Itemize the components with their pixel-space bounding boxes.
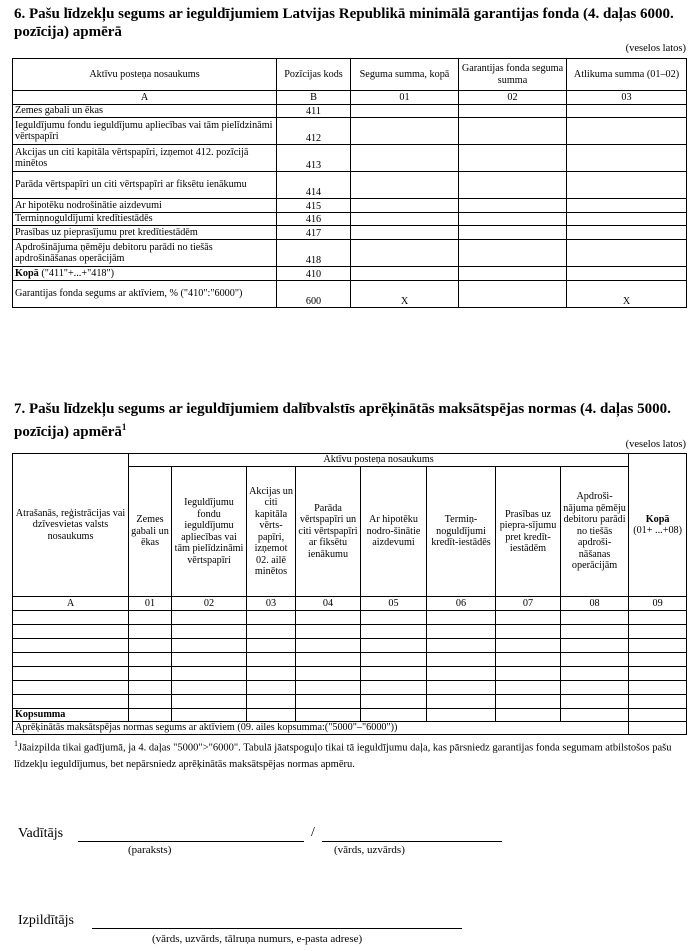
section6-header-row xyxy=(13,59,687,91)
empty-cell[interactable] xyxy=(13,625,129,639)
section7-empty-row xyxy=(13,695,687,709)
row-name-text: Prasības uz pieprasījumu pret kredītiestādēm xyxy=(15,226,198,238)
empty-cell[interactable] xyxy=(629,681,687,695)
country-header: Atrašanās, reģistrācijas vai dzīvesvietas valsts nosaukums xyxy=(13,454,129,597)
row-rest[interactable] xyxy=(567,226,687,240)
kopsumma-label: Kopsumma xyxy=(13,709,129,722)
empty-cell[interactable] xyxy=(427,681,496,695)
header-total: Seguma summa, kopā xyxy=(351,59,459,91)
row-total[interactable] xyxy=(351,118,459,145)
key-code: B xyxy=(277,91,351,105)
executor-line[interactable] xyxy=(92,928,462,929)
row-rest[interactable] xyxy=(567,145,687,172)
empty-cell[interactable] xyxy=(561,611,629,625)
empty-cell[interactable] xyxy=(13,653,129,667)
row-total[interactable] xyxy=(351,226,459,240)
row-code: 417 xyxy=(277,226,351,240)
section6-row xyxy=(13,145,687,172)
row-rest[interactable] xyxy=(567,213,687,226)
empty-cell[interactable] xyxy=(13,611,129,625)
section7-group-row xyxy=(13,454,687,467)
row-fund[interactable] xyxy=(459,199,567,213)
row-total[interactable] xyxy=(351,240,459,267)
column-key: 05 xyxy=(361,597,427,611)
empty-cell[interactable] xyxy=(129,667,172,681)
empty-cell[interactable] xyxy=(296,667,361,681)
column-key: 02 xyxy=(172,597,247,611)
total-col-bold: Kopā xyxy=(645,513,670,525)
empty-cell[interactable] xyxy=(427,625,496,639)
empty-cell[interactable] xyxy=(172,667,247,681)
empty-cell[interactable] xyxy=(129,653,172,667)
group-header: Aktīvu posteņa nosaukums xyxy=(129,454,629,467)
empty-cell[interactable] xyxy=(496,625,561,639)
empty-cell[interactable] xyxy=(361,653,427,667)
empty-cell[interactable] xyxy=(427,611,496,625)
empty-cell[interactable] xyxy=(361,667,427,681)
row-fund[interactable] xyxy=(459,105,567,118)
header-name: Aktīvu posteņa nosaukums xyxy=(13,59,277,91)
head-name-caption: (vārds, uzvārds) xyxy=(334,844,405,856)
row-name-text: Garantijas fonda segums ar aktīviem, % ("410":"6000") xyxy=(15,288,243,300)
empty-cell[interactable] xyxy=(296,653,361,667)
section7-empty-row xyxy=(13,653,687,667)
section7-unit: (veselos latos) xyxy=(625,439,686,450)
empty-cell[interactable] xyxy=(296,625,361,639)
row-rest[interactable] xyxy=(567,118,687,145)
key-rest: 03 xyxy=(567,91,687,105)
empty-cell[interactable] xyxy=(629,695,687,709)
empty-cell[interactable] xyxy=(296,639,361,653)
signature-line[interactable] xyxy=(78,841,304,842)
empty-cell[interactable] xyxy=(172,695,247,709)
empty-cell[interactable] xyxy=(561,667,629,681)
head-label: Vadītājs xyxy=(18,826,64,841)
executor-caption: (vārds, uzvārds, tālruņa numurs, e-pasta adrese) xyxy=(152,933,363,945)
empty-cell[interactable] xyxy=(427,639,496,653)
section7-key-row xyxy=(13,597,687,611)
norm-row xyxy=(13,722,687,735)
row-total[interactable] xyxy=(351,145,459,172)
section6-row xyxy=(13,240,687,267)
empty-cell[interactable] xyxy=(561,639,629,653)
section6-table xyxy=(12,58,687,308)
section6-key-row xyxy=(13,91,687,105)
column-header: Akcijas un citi kapitāla vērts-papīri, izņemot 02. ailē minētos xyxy=(247,467,296,597)
column-header: Ieguldījumu fondu ieguldījumu apliecības vai tām pielīdzināmi vērtspapīri xyxy=(172,467,247,597)
empty-cell[interactable] xyxy=(361,681,427,695)
row-name xyxy=(13,199,277,213)
empty-cell[interactable] xyxy=(427,667,496,681)
row-fund[interactable] xyxy=(459,267,567,281)
signature-caption: (paraksts) xyxy=(128,844,172,856)
row-total[interactable] xyxy=(351,213,459,226)
empty-cell[interactable] xyxy=(172,639,247,653)
row-code: 415 xyxy=(277,199,351,213)
section6-row xyxy=(13,118,687,145)
empty-cell[interactable] xyxy=(247,695,296,709)
row-fund[interactable] xyxy=(459,145,567,172)
row-rest[interactable] xyxy=(567,172,687,199)
total-col-header xyxy=(629,454,687,597)
key-name: A xyxy=(13,91,277,105)
section7-empty-row xyxy=(13,611,687,625)
column-key: 01 xyxy=(129,597,172,611)
row-total[interactable]: X xyxy=(351,281,459,308)
empty-cell[interactable] xyxy=(561,695,629,709)
empty-cell[interactable] xyxy=(561,653,629,667)
row-name-text: Ar hipotēku nodrošinātie aizdevumi xyxy=(15,199,162,211)
empty-cell[interactable] xyxy=(496,681,561,695)
row-name xyxy=(13,226,277,240)
row-rest[interactable]: X xyxy=(567,281,687,308)
executor-label: Izpildītājs xyxy=(18,913,74,928)
empty-cell[interactable] xyxy=(13,667,129,681)
empty-cell[interactable] xyxy=(629,667,687,681)
empty-cell[interactable] xyxy=(496,611,561,625)
row-name-text: Apdrošinājuma ņēmēju debitoru parādi no tiešās apdrošināšanas operācijām xyxy=(15,241,213,264)
footnote-text: Jāaizpilda tikai gadījumā, ja 4. daļas "5000">"6000". Tabulā jāatspoguļo tikai tā ieguldījumu daļa, kas pārsniedz garantijas fonda segumam atbilstošos pašu līdzekļu ieguldījumus, bet nepārsniedz aprēķinātās maksātspējas normas apmēru. xyxy=(14,742,672,770)
row-name xyxy=(13,118,277,145)
row-code: 418 xyxy=(277,240,351,267)
footnote xyxy=(14,736,690,773)
section7-heading xyxy=(14,400,690,441)
section6-row xyxy=(13,226,687,240)
row-total[interactable] xyxy=(351,172,459,199)
kopsumma-row xyxy=(13,709,687,722)
column-header: Ar hipotēku nodro-šinātie aizdevumi xyxy=(361,467,427,597)
column-key: 07 xyxy=(496,597,561,611)
empty-cell[interactable] xyxy=(496,653,561,667)
header-fund: Garantijas fonda seguma summa xyxy=(459,59,567,91)
section7-empty-row xyxy=(13,639,687,653)
empty-cell[interactable] xyxy=(172,611,247,625)
empty-cell[interactable] xyxy=(247,639,296,653)
section6-row xyxy=(13,281,687,308)
row-total[interactable] xyxy=(351,105,459,118)
row-fund[interactable] xyxy=(459,226,567,240)
key-fund: 02 xyxy=(459,91,567,105)
row-name-text: Parāda vērtspapīri un citi vērtspapīri ar fiksētu ienākumu xyxy=(15,179,247,191)
row-code: 600 xyxy=(277,281,351,308)
signature-slash: / xyxy=(311,825,315,840)
empty-cell[interactable] xyxy=(172,681,247,695)
head-name-line[interactable] xyxy=(322,841,502,842)
header-rest: Atlikuma summa (01–02) xyxy=(567,59,687,91)
row-code: 414 xyxy=(277,172,351,199)
section6-row xyxy=(13,199,687,213)
column-header: Prasības uz piepra-sījumu pret kredīt-iestādēm xyxy=(496,467,561,597)
empty-cell[interactable] xyxy=(13,695,129,709)
section6-row xyxy=(13,267,687,281)
empty-cell[interactable] xyxy=(172,653,247,667)
section7-empty-row xyxy=(13,681,687,695)
row-rest[interactable] xyxy=(567,105,687,118)
row-name-text: ("411"+...+"418") xyxy=(38,267,115,279)
row-code: 412 xyxy=(277,118,351,145)
empty-cell[interactable] xyxy=(296,611,361,625)
row-name-text: Ieguldījumu fondu ieguldījumu apliecības vai tām pielīdzināmi vērtspapīri xyxy=(15,119,273,142)
section6-heading: 6. Pašu līdzekļu segums ar ieguldījumiem Latvijas Republikā minimālā garantijas fonda (4. daļas 6000. pozīcija) apmērā xyxy=(14,6,674,40)
row-rest[interactable] xyxy=(567,199,687,213)
column-key: 09 xyxy=(629,597,687,611)
row-fund[interactable] xyxy=(459,172,567,199)
footnote-mark: 1 xyxy=(14,739,18,748)
row-fund[interactable] xyxy=(459,118,567,145)
section6-row xyxy=(13,105,687,118)
row-name xyxy=(13,240,277,267)
column-key: 06 xyxy=(427,597,496,611)
empty-cell[interactable] xyxy=(129,695,172,709)
row-name-text: Zemes gabali un ēkas xyxy=(15,105,103,117)
empty-cell[interactable] xyxy=(247,611,296,625)
empty-cell[interactable] xyxy=(361,611,427,625)
norm-row-label: Aprēķinātās maksātspējas normas segums ar aktīviem (09. ailes kopsumma:("5000"–"6000")) xyxy=(13,722,629,735)
column-key: A xyxy=(13,597,129,611)
row-code: 410 xyxy=(277,267,351,281)
section6-row xyxy=(13,172,687,199)
row-fund[interactable] xyxy=(459,281,567,308)
column-header: Apdroši-nājuma ņēmēju debitoru parādi no tiešās apdroši-nāšanas operācijām xyxy=(561,467,629,597)
empty-cell[interactable] xyxy=(247,653,296,667)
section6-row xyxy=(13,213,687,226)
column-key: 03 xyxy=(247,597,296,611)
row-name xyxy=(13,172,277,199)
empty-cell[interactable] xyxy=(496,639,561,653)
column-key: 04 xyxy=(296,597,361,611)
empty-cell[interactable] xyxy=(427,653,496,667)
section7-table xyxy=(12,453,687,735)
section6-unit: (veselos latos) xyxy=(625,43,686,54)
section7-heading-text: 7. Pašu līdzekļu segums ar ieguldījumiem dalībvalstīs aprēķinātās maksātspējas normas (4. daļas 5000. pozīcija) apmērā xyxy=(14,401,671,440)
row-name xyxy=(13,267,277,281)
empty-cell[interactable] xyxy=(629,611,687,625)
row-name xyxy=(13,213,277,226)
empty-cell[interactable] xyxy=(361,695,427,709)
empty-cell[interactable] xyxy=(361,625,427,639)
row-name xyxy=(13,105,277,118)
empty-cell[interactable] xyxy=(247,667,296,681)
empty-cell[interactable] xyxy=(129,681,172,695)
column-header: Termiņ-noguldījumi kredīt-iestādēs xyxy=(427,467,496,597)
row-name-bold: Kopā xyxy=(15,267,39,279)
row-fund[interactable] xyxy=(459,240,567,267)
section7-empty-row xyxy=(13,625,687,639)
empty-cell[interactable] xyxy=(247,681,296,695)
row-name xyxy=(13,281,277,308)
row-rest[interactable] xyxy=(567,240,687,267)
row-code: 413 xyxy=(277,145,351,172)
empty-cell[interactable] xyxy=(296,695,361,709)
empty-cell[interactable] xyxy=(629,653,687,667)
row-total[interactable] xyxy=(351,199,459,213)
empty-cell[interactable] xyxy=(427,695,496,709)
header-code: Pozīcijas kods xyxy=(277,59,351,91)
empty-cell[interactable] xyxy=(129,639,172,653)
empty-cell[interactable] xyxy=(496,667,561,681)
empty-cell[interactable] xyxy=(172,625,247,639)
empty-cell[interactable] xyxy=(561,625,629,639)
total-col-rest: (01+ ...+08) xyxy=(633,525,683,536)
row-rest[interactable] xyxy=(567,267,687,281)
row-code: 416 xyxy=(277,213,351,226)
row-code: 411 xyxy=(277,105,351,118)
empty-cell[interactable] xyxy=(13,681,129,695)
empty-cell[interactable] xyxy=(13,639,129,653)
key-total: 01 xyxy=(351,91,459,105)
empty-cell[interactable] xyxy=(296,681,361,695)
empty-cell[interactable] xyxy=(129,611,172,625)
column-header: Parāda vērtspapīri un citi vērtspapīri ar fiksētu ienākumu xyxy=(296,467,361,597)
empty-cell[interactable] xyxy=(129,625,172,639)
empty-cell[interactable] xyxy=(561,681,629,695)
row-name-text: Termiņnoguldījumi kredītiestādēs xyxy=(15,213,153,225)
row-fund[interactable] xyxy=(459,213,567,226)
column-header: Zemes gabali un ēkas xyxy=(129,467,172,597)
section7-heading-sup: 1 xyxy=(121,422,127,432)
empty-cell[interactable] xyxy=(629,639,687,653)
empty-cell[interactable] xyxy=(361,639,427,653)
empty-cell[interactable] xyxy=(629,625,687,639)
row-name-text: Akcijas un citi kapitāla vērtspapīri, izņemot 412. pozīcijā minētos xyxy=(15,146,249,169)
section7-empty-row xyxy=(13,667,687,681)
column-key: 08 xyxy=(561,597,629,611)
empty-cell[interactable] xyxy=(247,625,296,639)
empty-cell[interactable] xyxy=(496,695,561,709)
row-total[interactable] xyxy=(351,267,459,281)
row-name xyxy=(13,145,277,172)
